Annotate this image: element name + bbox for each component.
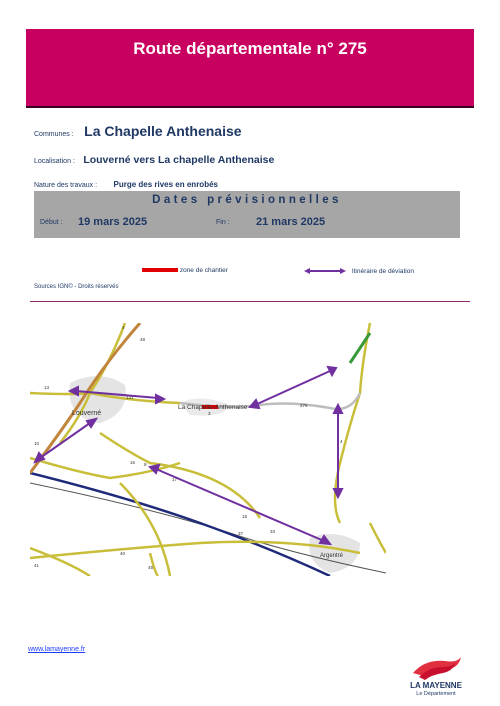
localisation-value: Louverné vers La chapelle Anthenaise	[83, 154, 275, 166]
dates-panel	[34, 191, 460, 238]
road-number: 33	[270, 529, 276, 534]
nature-row	[34, 174, 474, 192]
label-louverne: Louverné	[72, 410, 102, 417]
website-link[interactable]: www.lamayenne.fr	[28, 646, 86, 653]
legend-chantier-label: zone de chantier	[179, 267, 228, 274]
label-chapelle: La Chapelle-Anthenaise	[178, 404, 248, 411]
legend-chantier	[142, 267, 228, 274]
debut-value: 19 mars 2025	[78, 216, 148, 228]
localisation-row	[34, 150, 474, 168]
localisation-label: Localisation :	[34, 158, 75, 165]
road-number: 18	[242, 514, 248, 519]
fin-label: Fin :	[216, 219, 230, 226]
road-number: 13	[44, 385, 50, 390]
divider	[30, 301, 470, 302]
logo-sub: Le Département	[416, 691, 456, 697]
label-argentre: Argentré	[320, 553, 344, 559]
communes-row	[34, 123, 474, 141]
fin-value: 21 mars 2025	[256, 216, 326, 228]
communes-value: La Chapelle Anthenaise	[84, 123, 242, 139]
nature-value: Purge des rives en enrobés	[113, 180, 218, 189]
page-title: Route départementale n° 275	[133, 39, 367, 58]
legend-deviation	[304, 267, 414, 275]
road-number: 48	[140, 337, 146, 342]
chantier-swatch-icon	[142, 267, 178, 273]
map	[30, 323, 386, 576]
road-number: 17	[172, 477, 178, 482]
road-number: 4	[122, 325, 125, 330]
department-logo	[405, 653, 467, 699]
road-number: 4	[340, 439, 343, 444]
road-number: 10	[34, 441, 40, 446]
header-banner	[26, 29, 474, 108]
deviation-arrow-icon	[304, 267, 346, 275]
road-number: 8	[144, 462, 147, 467]
nature-label: Nature des travaux :	[34, 182, 98, 189]
road-number: 131	[126, 395, 134, 400]
debut-label: Début :	[40, 219, 63, 226]
map-svg	[30, 323, 386, 576]
road-number: 3	[208, 411, 211, 416]
road-number: 45	[148, 565, 154, 570]
sources-note: Sources IGN© - Droits réservés	[34, 284, 119, 290]
legend-deviation-label: Itinéraire de déviation	[351, 267, 414, 275]
road-number: 275	[300, 403, 308, 408]
logo-name: LA MAYENNE	[410, 681, 462, 690]
road-number: 37	[238, 531, 244, 536]
road-number: 40	[120, 551, 126, 556]
horse-head-logo-icon	[405, 653, 467, 681]
dates-title: Dates prévisionnelles	[152, 194, 342, 206]
road-number: 41	[34, 563, 40, 568]
communes-label: Communes :	[34, 131, 74, 138]
road-number: 16	[130, 460, 136, 465]
